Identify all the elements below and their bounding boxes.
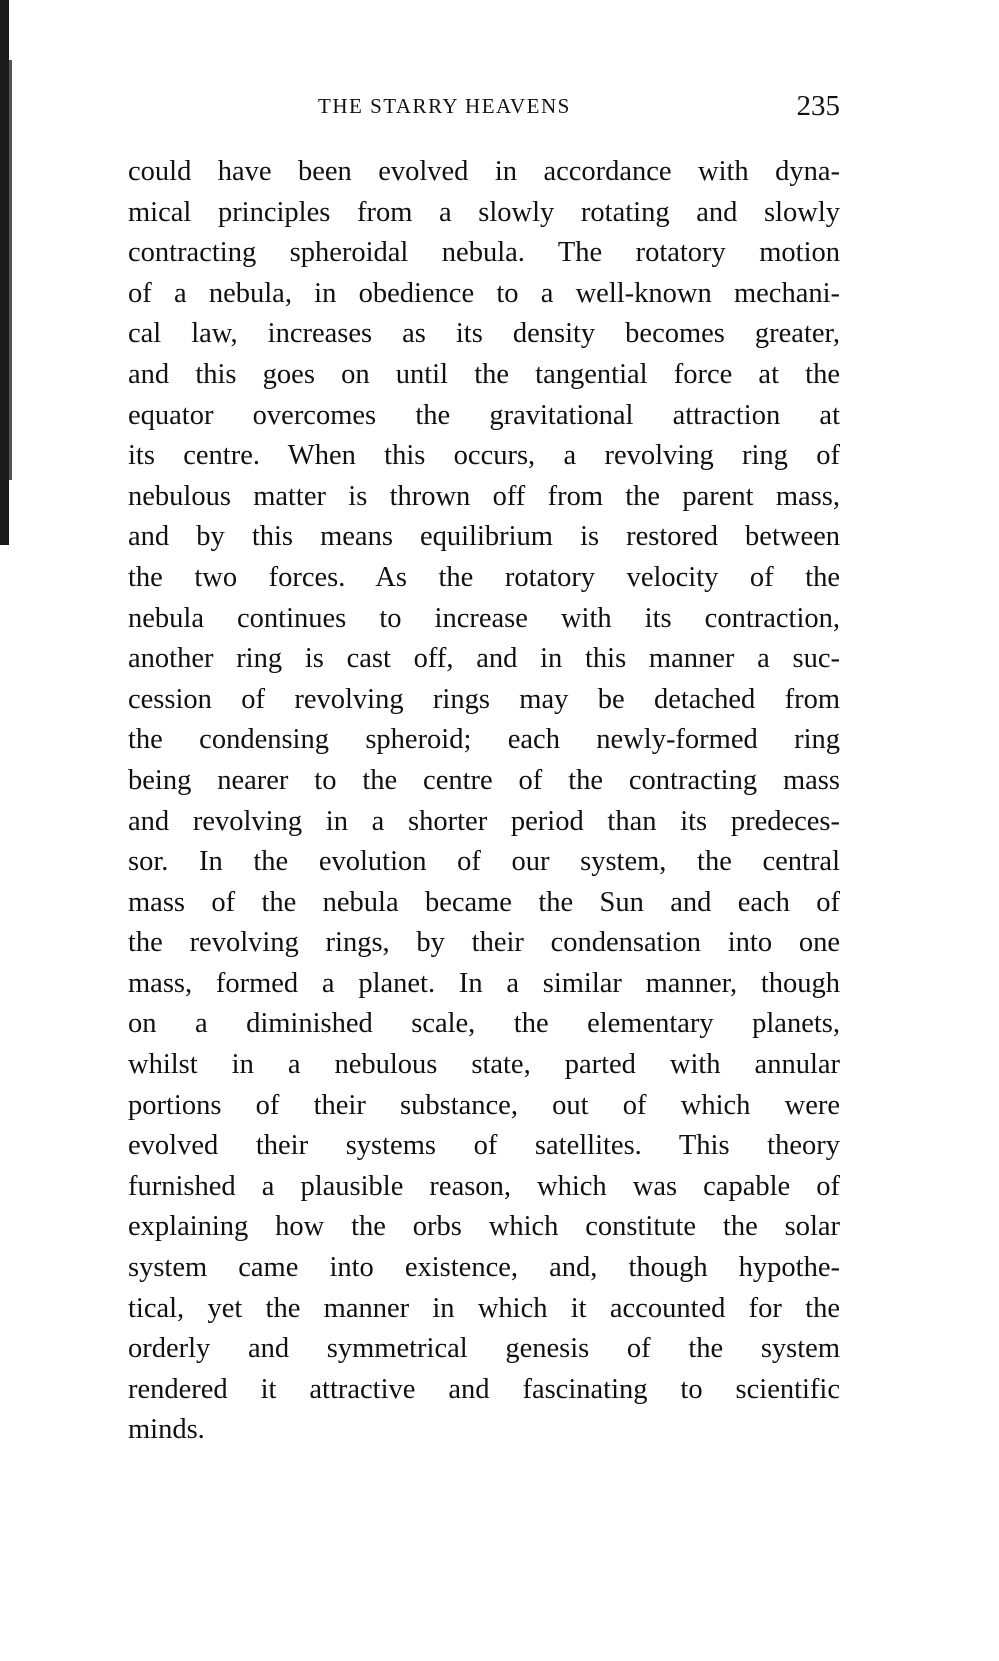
text-line: on a diminished scale, the elementary planets,	[128, 1008, 840, 1040]
text-line: and this goes on until the tangential force at the	[128, 358, 840, 390]
text-line: rendered it attractive and fascinating to scientific	[128, 1373, 840, 1405]
text-line: its centre. When this occurs, a revolving ring of	[128, 440, 840, 472]
running-head	[128, 90, 840, 124]
text-line: could have been evolved in accordance with dyna-	[128, 156, 840, 187]
text-line: of a nebula, in obedience to a well-known mechani-	[128, 277, 840, 309]
running-head-title: THE STARRY HEAVENS	[318, 94, 571, 118]
text-line: the revolving rings, by their condensation into one	[128, 927, 840, 959]
text-line: portions of their substance, out of which were	[128, 1089, 840, 1121]
text-line: sor. In the evolution of our system, the central	[128, 846, 840, 878]
text-line: tical, yet the manner in which it accounted for the	[128, 1292, 840, 1324]
text-line: cal law, increases as its density becomes greater,	[128, 318, 840, 350]
text-line: mass of the nebula became the Sun and each of	[128, 886, 840, 918]
text-line: being nearer to the centre of the contracting mass	[128, 764, 840, 796]
scan-binding-edge	[0, 0, 9, 545]
text-line: furnished a plausible reason, which was capable of	[128, 1170, 840, 1202]
text-line: mass, formed a planet. In a similar manner, though	[128, 967, 840, 999]
text-line: another ring is cast off, and in this manner a suc-	[128, 643, 840, 675]
text-line: orderly and symmetrical genesis of the system	[128, 1333, 840, 1365]
text-line: whilst in a nebulous state, parted with annular	[128, 1049, 840, 1081]
text-line: equator overcomes the gravitational attraction at	[128, 399, 840, 431]
scan-binding-shadow	[9, 60, 12, 480]
text-line: evolved their systems of satellites. This theory	[128, 1130, 840, 1162]
text-line: nebulous matter is thrown off from the parent mass,	[128, 480, 840, 512]
text-line: the condensing spheroid; each newly-formed ring	[128, 724, 840, 756]
text-line: and revolving in a shorter period than its predeces-	[128, 805, 840, 837]
text-line: nebula continues to increase with its contraction,	[128, 602, 840, 634]
text-line: contracting spheroidal nebula. The rotatory motion	[128, 237, 840, 269]
text-line: and by this means equilibrium is restored between	[128, 521, 840, 553]
page-number: 235	[796, 90, 840, 122]
text-line: mical principles from a slowly rotating and slowly	[128, 196, 840, 228]
text-line: explaining how the orbs which constitute the solar	[128, 1211, 840, 1243]
text-line: cession of revolving rings may be detached from	[128, 683, 840, 715]
body-paragraph	[128, 152, 840, 1451]
text-line: system came into existence, and, though hypothe-	[128, 1252, 840, 1284]
text-line: the two forces. As the rotatory velocity of the	[128, 561, 840, 593]
text-line: minds.	[128, 1414, 205, 1446]
